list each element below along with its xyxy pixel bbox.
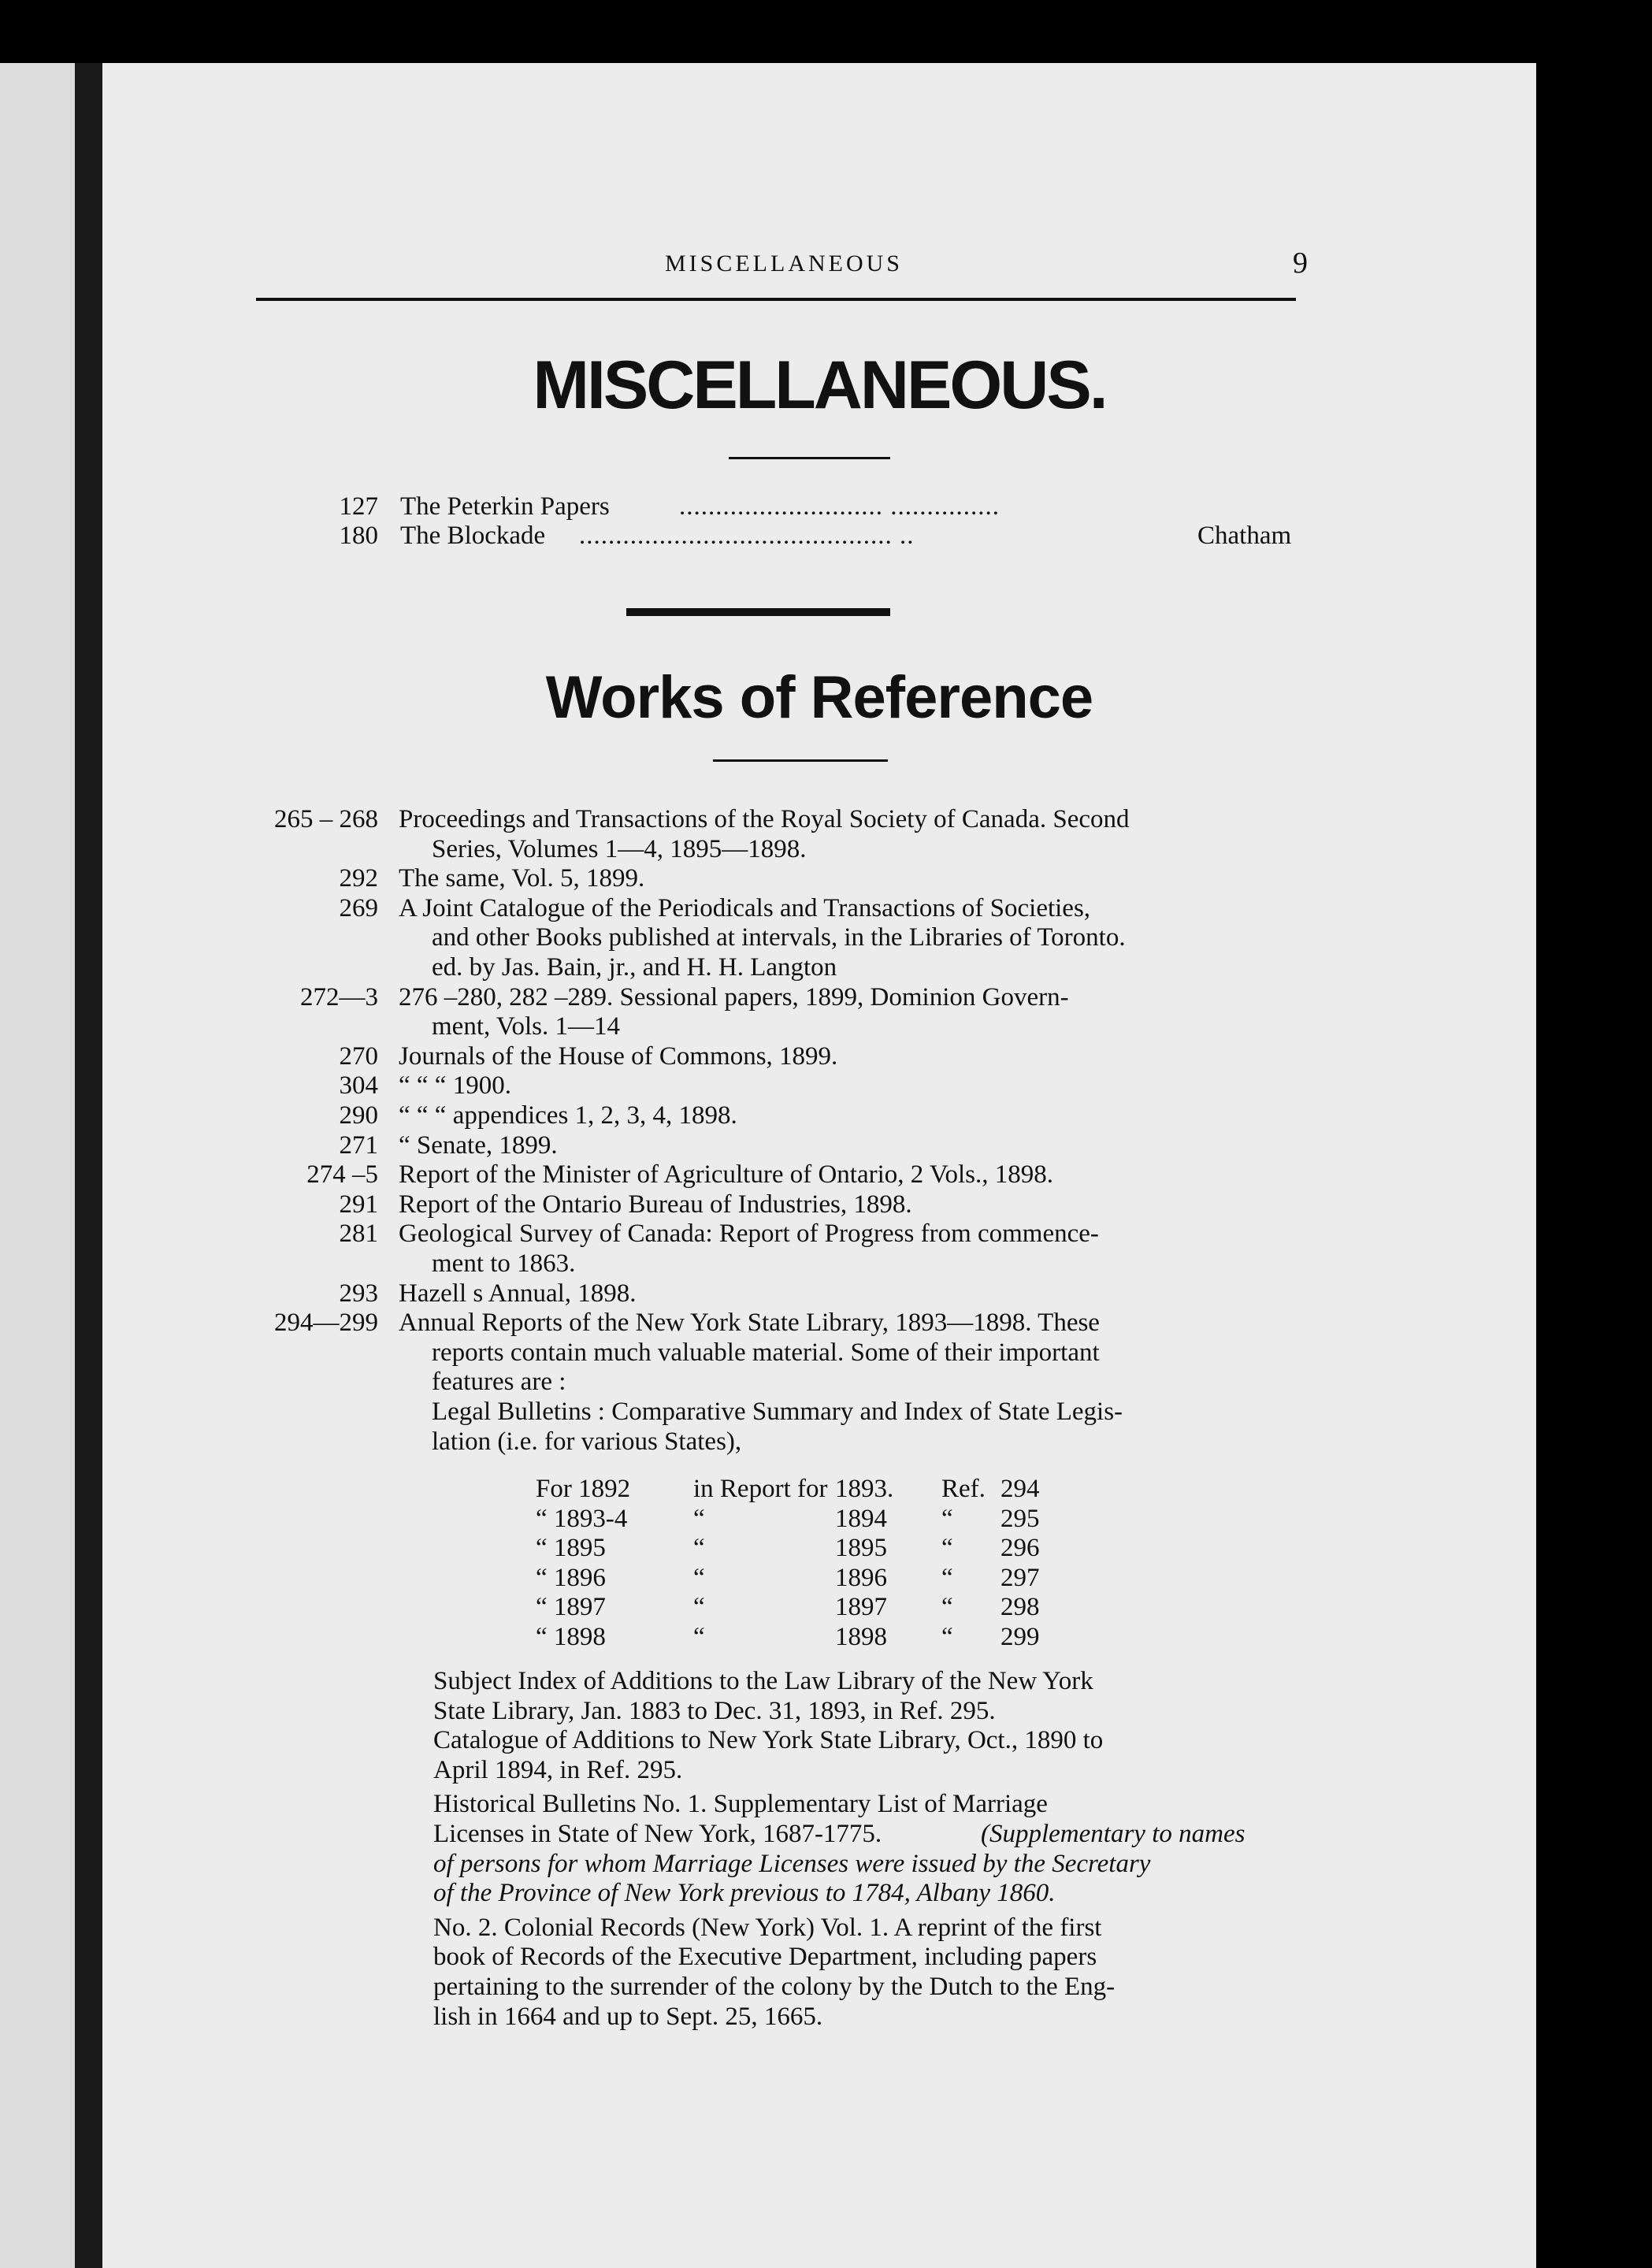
short-rule — [729, 457, 890, 459]
entry-text: features are : — [432, 1368, 566, 1397]
entry-ref: 269 — [339, 893, 378, 922]
entry-text: A Joint Catalogue of the Periodicals and Transactions of Societies, — [399, 893, 1091, 922]
entry-text: and other Books published at intervals, in the Libraries of Toronto. — [432, 923, 1126, 952]
entry-text: “ Senate, 1899. — [399, 1130, 558, 1160]
entry-text: Annual Reports of the New York State Library, 1893—1898. These — [399, 1308, 1100, 1338]
table-cell: 1896 — [835, 1563, 887, 1592]
entry-ref: 281 — [339, 1219, 378, 1249]
table-cell: “ — [941, 1563, 953, 1592]
note-line: Historical Bulletins No. 1. Supplementary List of Marriage — [433, 1790, 1048, 1819]
table-cell: “ — [941, 1593, 953, 1622]
italic-note: of the Province of New York previous to 1784, Albany 1860. — [433, 1879, 1056, 1908]
entry-text: 276 –280, 282 –289. Sessional papers, 1899, Dominion Govern- — [399, 982, 1069, 1012]
entry-ref: 127 — [339, 492, 378, 521]
entry-text: reports contain much valuable material. Some of their important — [432, 1338, 1100, 1367]
table-cell: “ — [941, 1623, 953, 1651]
table-cell: “ 1893-4 — [536, 1504, 628, 1533]
note-line: Subject Index of Additions to the Law Library of the New York — [433, 1667, 1093, 1695]
section-heading-miscellaneous: MISCELLANEOUS. — [533, 347, 1106, 423]
table-cell: 296 — [1000, 1534, 1040, 1563]
section-heading-reference: Works of Reference — [545, 664, 1093, 731]
table-cell: “ — [941, 1534, 953, 1563]
table-cell: 1898 — [835, 1623, 887, 1651]
entry-ref: 304 — [339, 1071, 378, 1101]
entry-ref: 180 — [339, 522, 378, 550]
note-line: Catalogue of Additions to New York State Library, Oct., 1890 to — [433, 1726, 1104, 1755]
entry-text: ment, Vols. 1—14 — [432, 1012, 620, 1041]
table-cell: “ 1896 — [536, 1563, 606, 1592]
entry-text: Report of the Ontario Bureau of Industries, 1898. — [399, 1190, 912, 1219]
entry-text: Report of the Minister of Agriculture of Ontario, 2 Vols., 1898. — [399, 1160, 1054, 1190]
note-line: Licenses in State of New York, 1687-1775. — [433, 1820, 882, 1848]
entry-ref: 271 — [339, 1130, 378, 1160]
entry-text: Journals of the House of Commons, 1899. — [399, 1041, 838, 1071]
table-cell: “ — [693, 1504, 705, 1533]
entry-ref: 291 — [339, 1190, 378, 1219]
entry-ref: 290 — [339, 1101, 378, 1130]
page-gutter — [75, 63, 102, 2268]
book-spine — [0, 63, 75, 2268]
entry-place: Chatham — [1197, 522, 1292, 550]
table-cell: “ — [941, 1504, 953, 1533]
note-line: pertaining to the surrender of the colony by the Dutch to the Eng- — [433, 1973, 1116, 2001]
entry-text: The same, Vol. 5, 1899. — [399, 864, 645, 893]
italic-note: (Supplementary to names — [981, 1820, 1245, 1848]
entry-text: Series, Volumes 1—4, 1895—1898. — [432, 834, 807, 863]
running-title: MISCELLANEOUS — [664, 251, 903, 277]
table-cell: 297 — [1000, 1563, 1040, 1592]
entry-ref: 292 — [339, 864, 378, 893]
entry-text: “ “ “ appendices 1, 2, 3, 4, 1898. — [399, 1101, 737, 1130]
entry-ref: 293 — [339, 1279, 378, 1308]
short-rule — [713, 759, 888, 762]
thick-rule — [626, 608, 890, 616]
entry-text: ed. by Jas. Bain, jr., and H. H. Langton — [432, 953, 837, 982]
dot-leader: ............................ ............... — [679, 492, 1000, 521]
table-cell: 295 — [1000, 1504, 1040, 1533]
entry-ref: 294—299 — [274, 1308, 378, 1338]
entry-title: The Peterkin Papers — [400, 492, 610, 521]
table-cell: 1895 — [835, 1534, 887, 1563]
table-cell: For 1892 — [536, 1475, 631, 1503]
table-cell: 1893. — [835, 1475, 894, 1503]
entry-text: Legal Bulletins : Comparative Summary and Index of State Legis- — [432, 1398, 1123, 1426]
table-cell: “ — [693, 1623, 705, 1651]
entry-ref: 270 — [339, 1041, 378, 1071]
table-cell: “ 1897 — [536, 1593, 606, 1622]
note-line: book of Records of the Executive Department, including papers — [433, 1943, 1097, 1972]
page-number: 9 — [1293, 247, 1308, 280]
entry-ref: 272—3 — [300, 982, 378, 1012]
note-line: lish in 1664 and up to Sept. 25, 1665. — [433, 2002, 823, 2031]
table-cell: in Report for — [693, 1475, 828, 1503]
table-cell: “ — [693, 1563, 705, 1592]
note-line: April 1894, in Ref. 295. — [433, 1755, 683, 1784]
running-header — [260, 247, 1308, 282]
table-cell: 294 — [1000, 1475, 1040, 1503]
note-line: State Library, Jan. 1883 to Dec. 31, 1893, in Ref. 295. — [433, 1696, 996, 1725]
table-cell: “ 1895 — [536, 1534, 606, 1563]
entry-text: “ “ “ 1900. — [399, 1071, 511, 1101]
entry-title: The Blockade — [400, 522, 546, 550]
dot-leader: ........................................... .. — [579, 522, 915, 550]
table-cell: “ 1898 — [536, 1623, 606, 1651]
entry-text: Proceedings and Transactions of the Royal Society of Canada. Second — [399, 805, 1130, 833]
header-rule — [256, 298, 1296, 301]
entry-text: lation (i.e. for various States), — [432, 1427, 742, 1456]
entry-ref: 274 –5 — [306, 1160, 378, 1190]
table-cell: Ref. — [941, 1475, 986, 1503]
entry-ref: 265 – 268 — [274, 805, 378, 833]
entry-text: ment to 1863. — [432, 1249, 576, 1278]
table-cell: 299 — [1000, 1623, 1040, 1651]
italic-note: of persons for whom Marriage Licenses were issued by the Secretary — [433, 1849, 1151, 1878]
table-cell: “ — [693, 1593, 705, 1622]
table-cell: 298 — [1000, 1593, 1040, 1622]
table-cell: 1897 — [835, 1593, 887, 1622]
note-line: No. 2. Colonial Records (New York) Vol. 1. A reprint of the first — [433, 1913, 1102, 1942]
entry-text: Geological Survey of Canada: Report of Progress from commence- — [399, 1219, 1099, 1249]
entry-text: Hazell s Annual, 1898. — [399, 1279, 637, 1308]
table-cell: 1894 — [835, 1504, 887, 1533]
table-cell: “ — [693, 1534, 705, 1563]
